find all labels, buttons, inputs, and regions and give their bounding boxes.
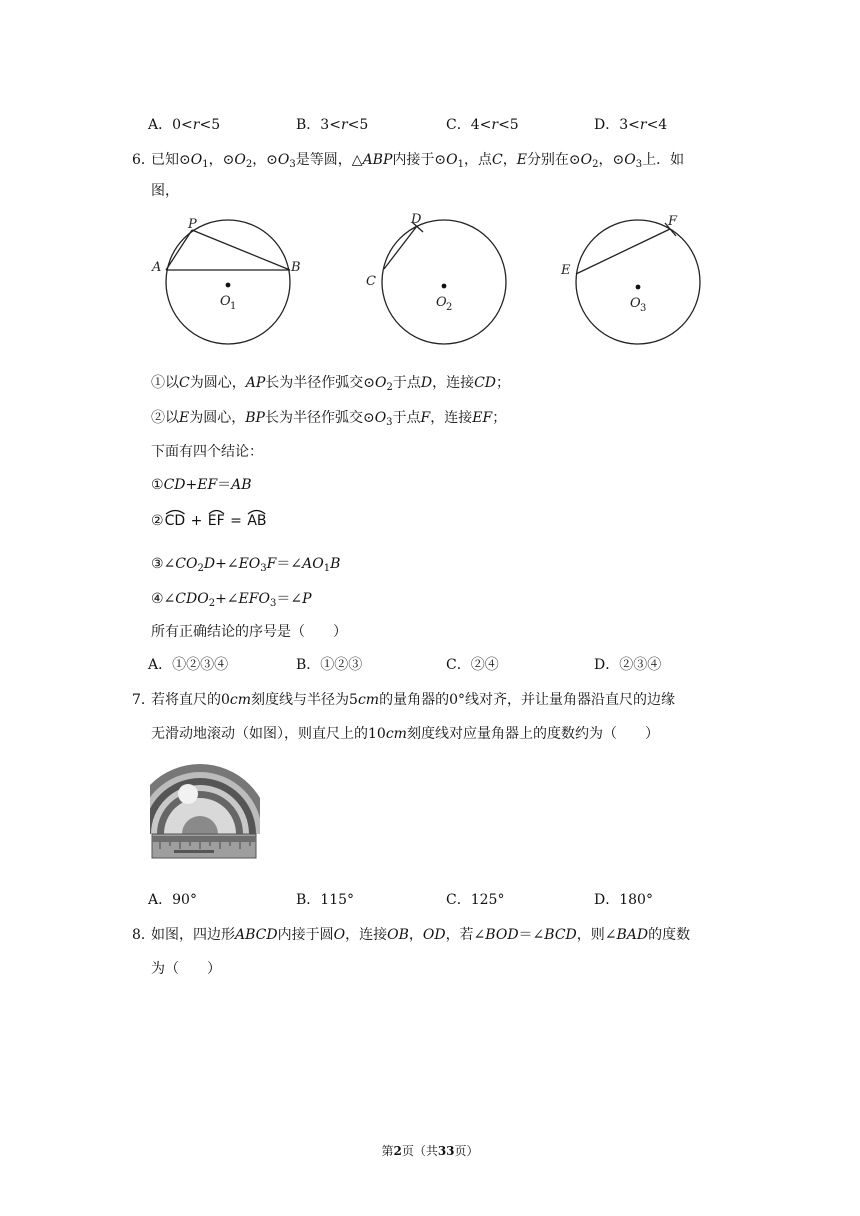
- center-o3-dot: [636, 285, 641, 290]
- label-o2: O: [436, 295, 447, 310]
- q6-line2: 图，: [151, 183, 179, 199]
- label-p: P: [188, 217, 197, 232]
- arc-ab: AB: [247, 508, 266, 529]
- label-c: C: [366, 274, 376, 289]
- q6-number: 6．: [132, 152, 155, 168]
- q6-step1: ①以C为圆心，AP长为半径作弧交$⊙O_2$于点D，连接CD；: [151, 375, 511, 393]
- circle-o2: [382, 220, 506, 344]
- q6-conclusion-4: $④\angle CDO_2+\angle EFO_3=\angle P$: [151, 591, 312, 609]
- arc-ef: EF: [208, 508, 225, 529]
- q6-conclusion-2: ② CD + EF = AB: [151, 508, 268, 529]
- q7-option-c: C．125°: [446, 892, 505, 908]
- q5-option-c: C．4<r<5: [446, 117, 519, 133]
- label-o2-sub: 2: [446, 302, 453, 313]
- q7-number: 7．: [132, 692, 155, 708]
- q8-number: 8．: [132, 927, 155, 943]
- q5-option-c-text: 4<r<5: [470, 117, 519, 133]
- q6-line1: 已知$⊙O_1$，$⊙O_2$，$⊙O_3$是等圆，△ABP内接于$⊙O_1$，点C，E分别在$⊙O_2$，$⊙O_3$上．如: [151, 152, 685, 170]
- center-o2-dot: [442, 284, 447, 289]
- q5-option-d-text: 3<r<4: [619, 117, 668, 133]
- label-o3-sub: 3: [640, 303, 647, 314]
- label-e: E: [561, 263, 571, 278]
- q6-option-d: D．②③④: [594, 657, 662, 673]
- label-b: B: [291, 260, 301, 275]
- q7-option-d: D．180°: [594, 892, 653, 908]
- q6-option-b: B．①②③: [296, 657, 363, 673]
- q6-step2: ②以E为圆心，BP长为半径作弧交$⊙O_3$于点F，连接EF；: [151, 410, 507, 428]
- page-total: 33: [437, 1144, 455, 1158]
- q5-option-b: B．3<r<5: [296, 117, 369, 133]
- q7-option-a: A．90°: [148, 892, 197, 908]
- label-a: A: [152, 260, 162, 275]
- q6-circles-figure: [148, 208, 748, 358]
- label-o3: O: [630, 296, 641, 311]
- q6-option-a: A．①②③④: [148, 657, 229, 673]
- q8-line1: 如图，四边形ABCD内接于圆O，连接OB，OD，若∠BOD＝∠BCD，则∠BAD的度数: [151, 927, 691, 943]
- label-d: D: [411, 212, 422, 227]
- q7-option-b: B．115°: [296, 892, 355, 908]
- q6-intro: 下面有四个结论：: [151, 444, 263, 460]
- center-o1-dot: [226, 283, 231, 288]
- label-o1-sub: 1: [230, 301, 237, 312]
- label-o1: O: [220, 294, 231, 309]
- q5-option-d: D．3<r<4: [594, 117, 668, 133]
- q8-line2: 为（ ）: [151, 961, 221, 977]
- arc-cd: CD: [165, 508, 186, 529]
- q5-option-a-text: 0<r<5: [172, 117, 221, 133]
- page-number: 2: [393, 1144, 402, 1158]
- q6-conclusion-1: ①CD+EF＝AB: [151, 477, 252, 493]
- q6-question: 所有正确结论的序号是（ ）: [151, 624, 347, 640]
- q7-line1: 若将直尺的0cm刻度线与半径为5cm的量角器的0°线对齐，并让量角器沿直尺的边缘: [151, 692, 675, 708]
- q5-option-a: A．0<r<5: [148, 117, 221, 133]
- label-f: F: [668, 214, 678, 229]
- segment-cd: [384, 226, 417, 269]
- segment-ef: [576, 229, 670, 274]
- circle-o3: [576, 220, 700, 344]
- chord-bp: [192, 230, 290, 270]
- chord-ap: [166, 230, 192, 270]
- q5-option-b-text: 3<r<5: [320, 117, 369, 133]
- q6-option-c: C．②④: [446, 657, 499, 673]
- page-footer: 第2页（共33页）: [381, 1144, 479, 1158]
- circle-o1: [166, 220, 290, 344]
- q6-conclusion-3: $③\angle CO_2D+\angle EO_3F=\angle AO_1B$: [151, 556, 341, 574]
- q7-line2: 无滑动地滚动（如图），则直尺上的10cm刻度线对应量角器上的度数约为（ ）: [151, 726, 659, 742]
- q7-protractor-ruler-image: [150, 756, 260, 862]
